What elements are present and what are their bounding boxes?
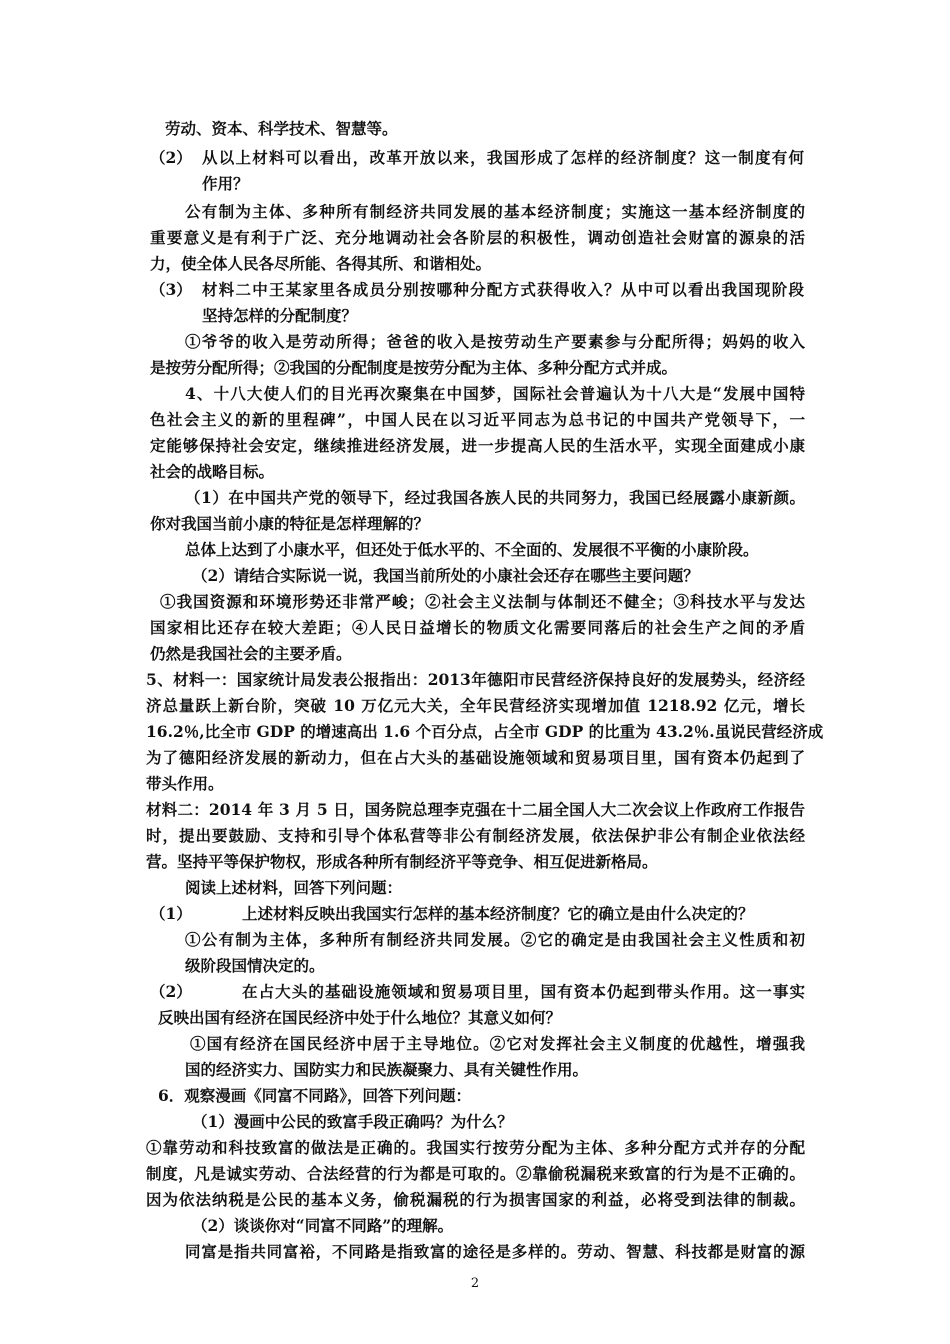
text-line: （1）在中国共产党的领导下，经过我国各族人民的共同努力，我国已经展露小康新颜。 — [185, 488, 805, 507]
text-line: 时，提出要鼓励、支持和引导个体私营等非公有制经济发展，依法保护非公有制企业依法经 — [146, 826, 805, 845]
text-line: 制度，凡是诚实劳动、合法经营的行为都是可取的。②靠偷税漏税来致富的行为是不正确的。 — [146, 1164, 805, 1183]
text-line: 国家相比还存在较大差距；④人民日益增长的物质文化需要同落后的社会生产之间的矛盾 — [150, 618, 805, 637]
page-number: 2 — [470, 1276, 480, 1291]
text-line: 因为依法纳税是公民的基本义务，偷税漏税的行为损害国家的利益，必将受到法律的制裁。 — [146, 1190, 805, 1209]
text-line: 是按劳分配所得；②我国的分配制度是按劳分配为主体、多种分配方式并成。 — [150, 358, 678, 377]
question-number: （2） — [150, 982, 192, 1001]
text-line: 16.2％,比全市 GDP 的增速高出 1.6 个百分点，占全市 GDP 的比重为 43.2％.虽说民营经济成 — [146, 722, 824, 741]
text-line: 为了德阳经济发展的新动力，但在占大头的基础设施领域和贸易项目里，国有资本仍起到了 — [146, 748, 805, 767]
text-line: （2）请结合实际说一说，我国当前所处的小康社会还存在哪些主要问题？ — [192, 566, 699, 585]
text-line: 劳动、资本、科学技术、智慧等。 — [165, 119, 398, 138]
text-line: 5、材料一：国家统计局发表公报指出：2013年德阳市民营经济保持良好的发展势头，经济经 — [146, 670, 805, 689]
text-line: ①我国资源和环境形势还非常严峻；②社会主义法制与体制还不健全；③科技水平与发达 — [160, 592, 805, 611]
text-line: 社会的战略目标。 — [150, 462, 275, 481]
text-line: ①公有制为主体，多种所有制经济共同发展。②它的确定是由我国社会主义性质和初 — [185, 930, 805, 949]
text-line: 国的经济实力、国防实力和民族凝聚力、具有关键性作用。 — [185, 1060, 589, 1079]
text-line: 从以上材料可以看出，改革开放以来，我国形成了怎样的经济制度？这一制度有何 — [202, 148, 804, 167]
text-line: 4、十八大使人们的目光再次聚集在中国梦，国际社会普遍认为十八大是“发展中国特 — [185, 384, 805, 403]
text-line: 级阶段国情决定的。 — [185, 956, 325, 975]
text-line: （2）谈谈你对“同富不同路”的理解。 — [192, 1216, 454, 1235]
text-line: 上述材料反映出我国实行怎样的基本经济制度？它的确立是由什么决定的？ — [242, 904, 754, 923]
text-line: 营。坚持平等保护物权，形成各种所有制经济平等竞争、相互促进新格局。 — [146, 852, 658, 871]
text-line: 阅读上述材料，回答下列问题： — [185, 878, 403, 897]
text-line: 6．观察漫画《同富不同路》，回答下列问题： — [158, 1086, 472, 1105]
text-line: ①爷爷的收入是劳动所得；爸爸的收入是按劳动生产要素参与分配所得；妈妈的收入 — [185, 332, 805, 351]
text-line: ①靠劳动和科技致富的做法是正确的。我国实行按劳分配为主体、多种分配方式并存的分配 — [146, 1138, 805, 1157]
text-line: （1）漫画中公民的致富手段正确吗？为什么？ — [192, 1112, 513, 1131]
text-line: 坚持怎样的分配制度？ — [202, 306, 358, 325]
text-line: 反映出国有经济在国民经济中处于什么地位？其意义如何？ — [158, 1008, 562, 1027]
text-line: 色社会主义的新的里程碑”，中国人民在以习近平同志为总书记的中国共产党领导下，一 — [150, 410, 805, 429]
text-line: 公有制为主体、多种所有制经济共同发展的基本经济制度；实施这一基本经济制度的 — [185, 202, 805, 221]
text-line: ①国有经济在国民经济中居于主导地位。②它对发挥社会主义制度的优越性，增强我 — [190, 1034, 805, 1053]
text-line: 总体上达到了小康水平，但还处于低水平的、不全面的、发展很不平衡的小康阶段。 — [185, 540, 759, 559]
text-line: 你对我国当前小康的特征是怎样理解的？ — [150, 514, 430, 533]
text-line: 带头作用。 — [146, 774, 224, 793]
text-line: 仍然是我国社会的主要矛盾。 — [150, 644, 352, 663]
text-line: 定能够保持社会安定，继续推进经济发展，进一步提高人民的生活水平，实现全面建成小康 — [150, 436, 805, 455]
text-line: 同富是指共同富裕，不同路是指致富的途径是多样的。劳动、智慧、科技都是财富的源 — [185, 1242, 805, 1261]
text-line: 材料二中王某家里各成员分别按哪种分配方式获得收入？从中可以看出我国现阶段 — [202, 280, 804, 299]
question-number: （2） — [150, 148, 192, 167]
text-line: 在占大头的基础设施领域和贸易项目里，国有资本仍起到带头作用。这一事实 — [242, 982, 805, 1001]
text-line: 材料二：2014 年 3 月 5 日，国务院总理李克强在十二届全国人大二次会议上作政府工作报告 — [146, 800, 805, 819]
text-line: 作用？ — [202, 174, 249, 193]
question-number: （1） — [150, 904, 192, 923]
text-line: 力，使全体人民各尽所能、各得其所、和谐相处。 — [150, 254, 492, 273]
question-number: （3） — [150, 280, 192, 299]
text-line: 重要意义是有利于广泛、充分地调动社会各阶层的积极性，调动创造社会财富的源泉的活 — [150, 228, 805, 247]
text-line: 济总量跃上新台阶，突破 10 万亿元大关，全年民营经济实现增加值 1218.92 亿元，增长 — [146, 696, 805, 715]
